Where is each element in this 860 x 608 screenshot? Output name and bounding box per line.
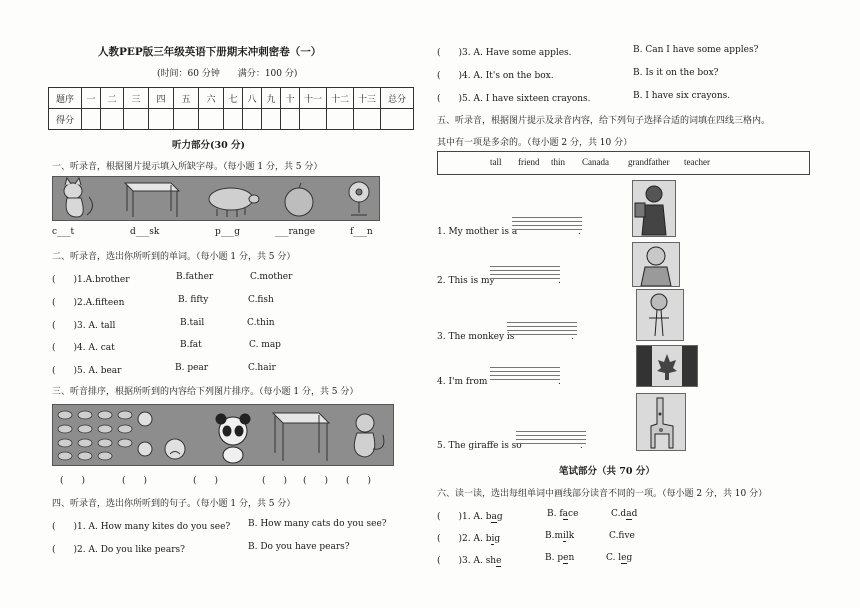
section3-bracket[interactable]: ( ): [122, 476, 148, 486]
section1-item: ___range: [275, 227, 316, 237]
section4-option-a: ( )1. A. How many kites do you see?: [52, 522, 231, 532]
four-line-writing-grid[interactable]: [512, 217, 582, 234]
giraffe-icon: [637, 394, 685, 450]
score-cell[interactable]: [82, 109, 101, 130]
section6-option-c: C.fve: [609, 531, 635, 541]
grandfather-picture: [632, 242, 680, 287]
score-cell[interactable]: [281, 109, 300, 130]
section3-bracket[interactable]: ( ): [303, 476, 329, 486]
cat-icon: [64, 178, 93, 217]
section2-option-b: B.father: [176, 272, 214, 282]
section6-option-a: ( )2. A. big: [437, 534, 501, 544]
writing-heading: 笔试部分（共 70 分）: [559, 466, 655, 477]
fan-icon: [349, 182, 369, 215]
four-line-writing-grid[interactable]: [516, 431, 586, 448]
canada-flag-picture: [636, 345, 698, 387]
score-header-cell: 十二: [327, 88, 354, 109]
section4-option-a: ( )3. A. Have some apples.: [437, 48, 572, 58]
section4-option-a: ( )4. A. It's on the box.: [437, 71, 554, 81]
section2-option-c: C.fish: [248, 295, 274, 305]
monkey-picture: [636, 289, 684, 341]
score-header-cell: 五: [174, 88, 199, 109]
section1-item: c___t: [52, 227, 75, 237]
word-bank-item: tall: [490, 157, 502, 167]
grandfather-icon: [633, 243, 679, 286]
fish-icon: [58, 411, 132, 460]
section1-item: d___sk: [130, 227, 160, 237]
section5-sentence: 2. This is my: [437, 276, 495, 286]
score-cell[interactable]: [381, 109, 414, 130]
score-cell[interactable]: [354, 109, 381, 130]
score-header-cell: 八: [243, 88, 262, 109]
score-header-cell: 三: [124, 88, 149, 109]
score-cell[interactable]: [262, 109, 281, 130]
section4-option-b: B. Is it on the box?: [633, 68, 719, 78]
section6-option-a: ( )3. A. she: [437, 556, 502, 566]
score-row-label: 得分: [49, 109, 82, 130]
word-bank-item: thin: [551, 157, 566, 167]
sentence-period: .: [558, 276, 561, 286]
section2-option-c: C.thin: [247, 318, 275, 328]
four-line-writing-grid[interactable]: [507, 322, 577, 339]
giraffe-picture: [636, 393, 686, 451]
score-cell[interactable]: [199, 109, 224, 130]
monkey-icon: [637, 290, 683, 340]
section2-question: ( )2.A.fifteen: [52, 298, 125, 308]
section6-option-a: ( )1. A. bag: [437, 512, 503, 522]
section6-option-b: B. face: [547, 509, 579, 519]
sentence-period: .: [558, 377, 561, 387]
section3-picture-strip: [52, 404, 394, 466]
score-cell[interactable]: [149, 109, 174, 130]
pig-icon: [209, 188, 259, 217]
score-cell[interactable]: [174, 109, 199, 130]
score-header-cell: 十: [281, 88, 300, 109]
section2-option-c: C.mother: [250, 272, 293, 282]
section6-instruction: 六、读一读，选出每组单词中画线部分读音不同的一项。（每小题 2 分，共 10 分）: [437, 489, 768, 499]
desk-icon: [125, 183, 179, 217]
score-header-cell: 二: [101, 88, 124, 109]
section2-instruction: 二、听录音，选出你所听到的单词。（每小题 1 分，共 5 分）: [52, 252, 296, 262]
score-table: [48, 87, 414, 130]
canada-flag-icon: [637, 346, 697, 386]
word-bank-item: teacher: [684, 157, 710, 167]
score-header-cell: 六: [199, 88, 224, 109]
sad-face-icon: [165, 439, 185, 459]
section6-option-b: B.milk: [545, 531, 575, 541]
desk-icon: [273, 413, 329, 461]
score-header-cell: 七: [224, 88, 243, 109]
section5-instruction: 其中有一项是多余的。（每小题 2 分，共 10 分）: [437, 138, 633, 148]
score-header-cell: 题序: [49, 88, 82, 109]
section3-bracket[interactable]: ( ): [262, 476, 288, 486]
score-table-score-row: [49, 109, 414, 130]
four-line-writing-grid[interactable]: [490, 266, 560, 283]
score-cell[interactable]: [224, 109, 243, 130]
section2-option-b: B. pear: [175, 363, 209, 373]
monkey-icon: [354, 414, 384, 457]
word-bank-item: Canada: [582, 157, 609, 167]
exam-meta: (时间：60 分钟 满分：100 分): [157, 69, 298, 79]
listening-heading: 听力部分(30 分): [172, 140, 246, 151]
score-table-header-row: [49, 88, 414, 109]
score-header-cell: 九: [262, 88, 281, 109]
score-header-cell: 一: [82, 88, 101, 109]
section2-option-c: C.hair: [248, 363, 276, 373]
section1-item: f___n: [350, 227, 373, 237]
word-bank-box: [437, 151, 810, 175]
section4-option-a: ( )2. A. Do you like pears?: [52, 545, 185, 555]
section4-option-b: B. Do you have pears?: [248, 542, 350, 552]
section4-option-b: B. I have six crayons.: [633, 91, 731, 101]
section2-question: ( )1.A.brother: [52, 275, 130, 285]
section3-bracket[interactable]: ( ): [193, 476, 219, 486]
section5-sentence: 4. I'm from: [437, 377, 488, 387]
section6-option-c: C. leg: [606, 553, 633, 563]
word-bank-item: friend: [518, 157, 540, 167]
section2-option-b: B.tail: [180, 318, 205, 328]
panda-icon: [216, 414, 250, 463]
score-cell[interactable]: [327, 109, 354, 130]
score-header-cell: 四: [149, 88, 174, 109]
sentence-period: .: [580, 441, 583, 451]
section1-pictures: [53, 177, 379, 220]
four-line-writing-grid[interactable]: [490, 367, 560, 384]
section4-option-b: B. Can I have some apples?: [633, 45, 759, 55]
score-header-cell: 十一: [300, 88, 327, 109]
score-cell[interactable]: [300, 109, 327, 130]
section3-pictures: [53, 405, 393, 465]
score-cell[interactable]: [243, 109, 262, 130]
section3-instruction: 三、听音排序，根据所听到的内容给下列图片排序。（每小题 1 分，共 5 分）: [52, 387, 359, 397]
section2-option-b: B. fifty: [178, 295, 209, 305]
apple-icon: [138, 412, 152, 456]
section2-question: ( )4. A. cat: [52, 343, 115, 353]
section1-instruction: 一、听录音，根据图片提示填入所缺字母。（每小题 1 分，共 5 分）: [52, 162, 323, 172]
score-cell[interactable]: [101, 109, 124, 130]
score-header-cell: 总分: [381, 88, 414, 109]
section1-item: p___g: [215, 227, 241, 237]
section4-option-b: B. How many cats do you see?: [248, 519, 387, 529]
section4-instruction: 四、听录音，选出你所听到的句子。（每小题 1 分，共 5 分）: [52, 499, 296, 509]
teacher-picture: [632, 180, 676, 237]
section2-question: ( )3. A. tall: [52, 321, 116, 331]
sentence-period: .: [578, 227, 581, 237]
section6-option-b: B. pen: [545, 553, 575, 563]
section5-instruction: 五、听录音，根据图片提示及录音内容，给下列句子选择合适的词填在四线三格内。: [437, 116, 771, 126]
section2-question: ( )5. A. bear: [52, 366, 122, 376]
score-cell[interactable]: [124, 109, 149, 130]
section2-option-c: C. map: [249, 340, 281, 350]
section3-bracket[interactable]: ( ): [346, 476, 372, 486]
section6-option-c: C.dad: [611, 509, 638, 519]
word-bank-item: grandfather: [628, 157, 670, 167]
section5-sentence: 5. The giraffe is so: [437, 441, 522, 451]
section5-sentence: 1. My mother is a: [437, 227, 518, 237]
section5-sentence: 3. The monkey is: [437, 332, 515, 342]
orange-icon: [285, 183, 313, 216]
teacher-icon: [633, 181, 675, 236]
section1-picture-strip: [52, 176, 380, 221]
section2-option-b: B.fat: [180, 340, 202, 350]
section3-bracket[interactable]: ( ): [60, 476, 86, 486]
sentence-period: .: [571, 332, 574, 342]
score-header-cell: 十三: [354, 88, 381, 109]
page-title: 人教PEP版三年级英语下册期末冲刺密卷（一）: [98, 46, 322, 58]
section4-option-a: ( )5. A. I have sixteen crayons.: [437, 94, 591, 104]
